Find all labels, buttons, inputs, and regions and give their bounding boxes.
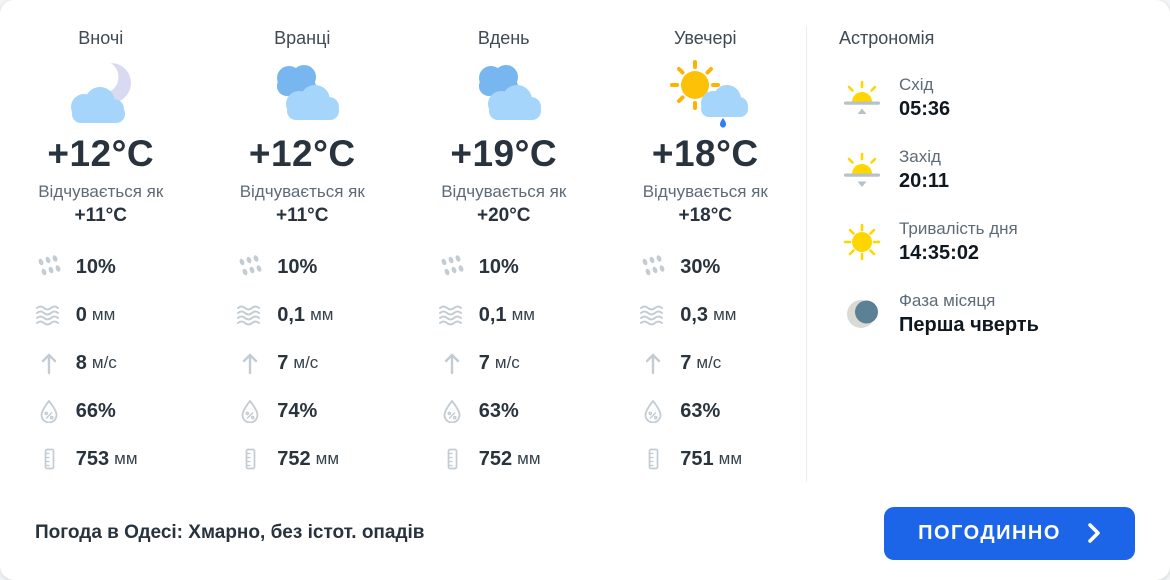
weather-details: [438, 243, 570, 483]
detail-value: 10%: [277, 255, 318, 278]
clouds-icon: [254, 55, 350, 131]
wind-arrow-icon: [639, 351, 667, 375]
humidity-row: [438, 387, 570, 435]
rain-drops-icon: [438, 255, 466, 279]
wind-speed-row: [236, 339, 368, 387]
sunset-icon: [839, 149, 885, 191]
detail-value: 74%: [277, 399, 318, 422]
moon-phase-label: Фаза місяця: [899, 291, 996, 310]
moon-phase-icon: [839, 293, 885, 335]
daypart-column-day[interactable]: [403, 24, 605, 494]
detail-value: 7: [680, 351, 692, 374]
weather-details: [639, 243, 771, 483]
weather-details: [236, 243, 368, 483]
sunset-label: Захід: [899, 147, 941, 166]
day-length-value: 14:35:02: [899, 242, 980, 264]
waves-icon: [236, 303, 264, 327]
detail-value: 63%: [680, 399, 721, 422]
sunset-time: 20:11: [899, 170, 950, 192]
detail-unit: мм: [315, 449, 339, 468]
feels-like-temperature: +11°C: [74, 205, 127, 226]
feels-like-temperature: +11°C: [275, 205, 329, 226]
barometer-ruler-icon: [639, 447, 667, 471]
detail-value: 751: [680, 447, 714, 470]
chevron-right-icon: [1087, 523, 1101, 543]
daypart-label: Вночі: [78, 28, 124, 48]
hourly-button-label: ПОГОДИННО: [918, 521, 1061, 544]
sunrise-label: Схід: [899, 75, 934, 94]
feels-like-temperature: +20°C: [476, 205, 531, 226]
daypart-label: Увечері: [673, 28, 737, 48]
feels-like-temperature: +18°C: [678, 205, 733, 226]
detail-unit: мм: [91, 305, 116, 324]
detail-unit: мм: [114, 449, 138, 468]
clouds-icon: [456, 55, 552, 131]
daypart-column-evening[interactable]: [605, 24, 807, 494]
astronomy-title: Астрономія: [839, 28, 935, 48]
sun-cloud-rain-icon: [657, 55, 753, 131]
humidity-drop-icon: [639, 399, 667, 423]
detail-value: 0,3: [680, 303, 709, 326]
temperature: +12°C: [248, 133, 356, 174]
daypart-label: Вранці: [274, 28, 331, 48]
feels-like-label: Відчувається як: [239, 182, 365, 201]
rain-drops-icon: [639, 255, 667, 279]
barometer-ruler-icon: [35, 447, 63, 471]
detail-unit: м/с: [91, 353, 117, 372]
detail-value: 753: [75, 447, 110, 470]
temperature: +19°C: [450, 133, 558, 174]
wind-speed-row: [35, 339, 167, 387]
precipitation-amount-row: [639, 291, 771, 339]
wind-arrow-icon: [236, 351, 264, 375]
wind-speed-row: [639, 339, 771, 387]
waves-icon: [639, 303, 667, 327]
humidity-drop-icon: [35, 399, 63, 423]
daypart-column-morning[interactable]: [202, 24, 404, 494]
detail-value: 752: [277, 447, 311, 470]
pressure-row: [35, 435, 167, 483]
astronomy-list: [839, 75, 1170, 337]
detail-unit: мм: [511, 305, 535, 324]
pressure-row: [438, 435, 570, 483]
precipitation-probability-row: [639, 243, 771, 291]
humidity-row: [35, 387, 167, 435]
precipitation-amount-row: [438, 291, 570, 339]
day-length-label: Тривалість дня: [899, 219, 1018, 238]
precipitation-probability-row: [35, 243, 167, 291]
detail-unit: мм: [718, 449, 742, 468]
detail-value: 7: [277, 351, 289, 374]
moon-phase-item: [839, 291, 1170, 337]
wind-speed-row: [438, 339, 570, 387]
weather-summary: Погода в Одесі: Хмарно, без істот. опадів: [35, 522, 425, 543]
detail-value: 752: [478, 447, 513, 470]
barometer-ruler-icon: [236, 447, 264, 471]
humidity-drop-icon: [236, 399, 264, 423]
daypart-label: Вдень: [477, 28, 530, 48]
detail-unit: м/с: [293, 353, 319, 372]
detail-value: 8: [75, 351, 87, 374]
wind-arrow-icon: [35, 351, 63, 375]
sunrise-time: 05:36: [899, 98, 951, 120]
temperature: +18°C: [651, 133, 759, 174]
detail-unit: м/с: [696, 353, 722, 372]
precipitation-amount-row: [35, 291, 167, 339]
humidity-drop-icon: [438, 399, 466, 423]
sunset-item: [839, 147, 1170, 193]
temperature: +12°C: [47, 133, 155, 174]
waves-icon: [35, 303, 63, 327]
precipitation-probability-row: [236, 243, 368, 291]
pressure-row: [639, 435, 771, 483]
detail-value: 0,1: [277, 303, 306, 326]
detail-unit: м/с: [494, 353, 520, 372]
detail-value: 63%: [478, 399, 519, 422]
day-length-sun-icon: [839, 221, 885, 263]
moon-phase-value: Перша чверть: [899, 314, 1039, 336]
rain-drops-icon: [35, 255, 63, 279]
hourly-forecast-button[interactable]: [884, 507, 1135, 560]
daypart-columns: [0, 24, 806, 494]
astronomy-panel: [807, 24, 1170, 494]
detail-value: 66%: [75, 399, 116, 422]
pressure-row: [236, 435, 368, 483]
card-footer: [0, 494, 1170, 580]
feels-like-label: Відчувається як: [38, 182, 164, 201]
humidity-row: [639, 387, 771, 435]
sunrise-icon: [839, 77, 885, 119]
feels-like-label: Відчувається як: [642, 182, 768, 201]
daypart-column-night[interactable]: [0, 24, 202, 494]
precipitation-probability-row: [438, 243, 570, 291]
detail-value: 30%: [680, 255, 721, 278]
waves-icon: [438, 303, 466, 327]
sunrise-item: [839, 75, 1170, 121]
weather-details: [35, 243, 167, 483]
detail-value: 7: [478, 351, 490, 374]
wind-arrow-icon: [438, 351, 466, 375]
detail-value: 0: [75, 303, 87, 326]
rain-drops-icon: [236, 255, 264, 279]
detail-value: 0,1: [478, 303, 507, 326]
day-length-item: [839, 219, 1170, 265]
precipitation-amount-row: [236, 291, 368, 339]
detail-value: 10%: [75, 255, 116, 278]
barometer-ruler-icon: [438, 447, 466, 471]
feels-like-label: Відчувається як: [441, 182, 567, 201]
detail-unit: мм: [713, 305, 737, 324]
humidity-row: [236, 387, 368, 435]
detail-unit: мм: [517, 449, 541, 468]
moon-cloud-icon: [53, 55, 149, 131]
detail-value: 10%: [478, 255, 519, 278]
detail-unit: мм: [310, 305, 334, 324]
